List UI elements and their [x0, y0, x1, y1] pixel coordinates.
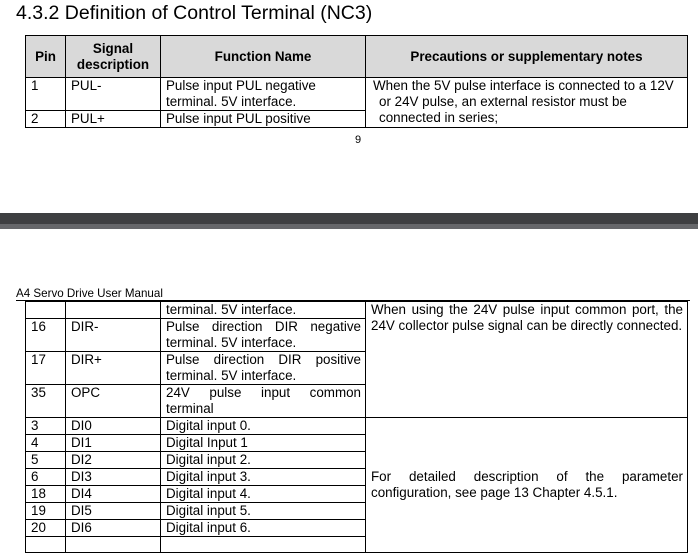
function-cell: Digital input 5. — [161, 503, 366, 520]
signal-cell — [66, 537, 161, 553]
signal-cell: DI4 — [66, 486, 161, 503]
function-cell: 24V pulse input common terminal — [161, 385, 366, 418]
page-separator — [0, 213, 698, 229]
signal-cell: DI3 — [66, 469, 161, 486]
terminal-table-page-9 — [25, 35, 688, 128]
pin-cell: 4 — [26, 435, 66, 452]
table-header-row — [26, 36, 688, 78]
signal-cell: OPC — [66, 385, 161, 418]
signal-cell: DI2 — [66, 452, 161, 469]
table-row-continued — [26, 302, 688, 319]
function-cell: Digital input 3. — [161, 469, 366, 486]
pin-cell: 17 — [26, 352, 66, 385]
terminal-table-page-10 — [25, 301, 688, 553]
pin-cell: 18 — [26, 486, 66, 503]
function-cell: Digital Input 1 — [161, 435, 366, 452]
signal-cell: DI1 — [66, 435, 161, 452]
function-cell: Pulse input PUL negative terminal. 5V interface. — [161, 78, 366, 111]
signal-cell: DIR+ — [66, 352, 161, 385]
function-cell: Digital input 2. — [161, 452, 366, 469]
page-number: 9 — [355, 134, 362, 146]
header-signal-description: Signal description — [66, 36, 161, 78]
header-pin: Pin — [26, 36, 66, 78]
pin-cell: 5 — [26, 452, 66, 469]
function-cell — [161, 537, 366, 553]
pin-cell — [26, 302, 66, 319]
pin-cell: 19 — [26, 503, 66, 520]
function-cell: Pulse input PUL positive — [161, 111, 366, 128]
pin-cell: 35 — [26, 385, 66, 418]
signal-cell — [66, 302, 161, 319]
function-cell: terminal. 5V interface. — [161, 302, 366, 319]
pin-cell: 16 — [26, 319, 66, 352]
function-cell: Digital input 6. — [161, 520, 366, 537]
function-cell: Digital input 0. — [161, 418, 366, 435]
function-cell: Pulse direction DIR positive terminal. 5V interface. — [161, 352, 366, 385]
pin-cell: 2 — [26, 111, 66, 128]
pulse-note: When using the 24V pulse input common port, the 24V collector pulse signal can be directly connected. — [366, 302, 688, 418]
table-row — [26, 418, 688, 435]
di-note: For detailed description of the parameter configuration, see page 13 Chapter 4.5.1. — [366, 418, 688, 553]
pin-cell — [26, 537, 66, 553]
signal-cell: DI6 — [66, 520, 161, 537]
function-cell: Digital input 4. — [161, 486, 366, 503]
precaution-note: When the 5V pulse interface is connected to a 12V or 24V pulse, an external resistor must be connected in series; — [366, 78, 688, 128]
pin-cell: 6 — [26, 469, 66, 486]
header-precautions: Precautions or supplementary notes — [366, 36, 688, 78]
section-heading: 4.3.2 Definition of Control Terminal (NC3) — [16, 2, 373, 24]
table-row — [26, 78, 688, 111]
pin-cell: 3 — [26, 418, 66, 435]
function-cell: Pulse direction DIR negative terminal. 5V interface. — [161, 319, 366, 352]
signal-cell: DIR- — [66, 319, 161, 352]
header-function-name: Function Name — [161, 36, 366, 78]
signal-cell: PUL- — [66, 78, 161, 111]
running-header: A4 Servo Drive User Manual — [16, 287, 163, 300]
signal-cell: PUL+ — [66, 111, 161, 128]
pin-cell: 1 — [26, 78, 66, 111]
pin-cell: 20 — [26, 520, 66, 537]
signal-cell: DI5 — [66, 503, 161, 520]
signal-cell: DI0 — [66, 418, 161, 435]
